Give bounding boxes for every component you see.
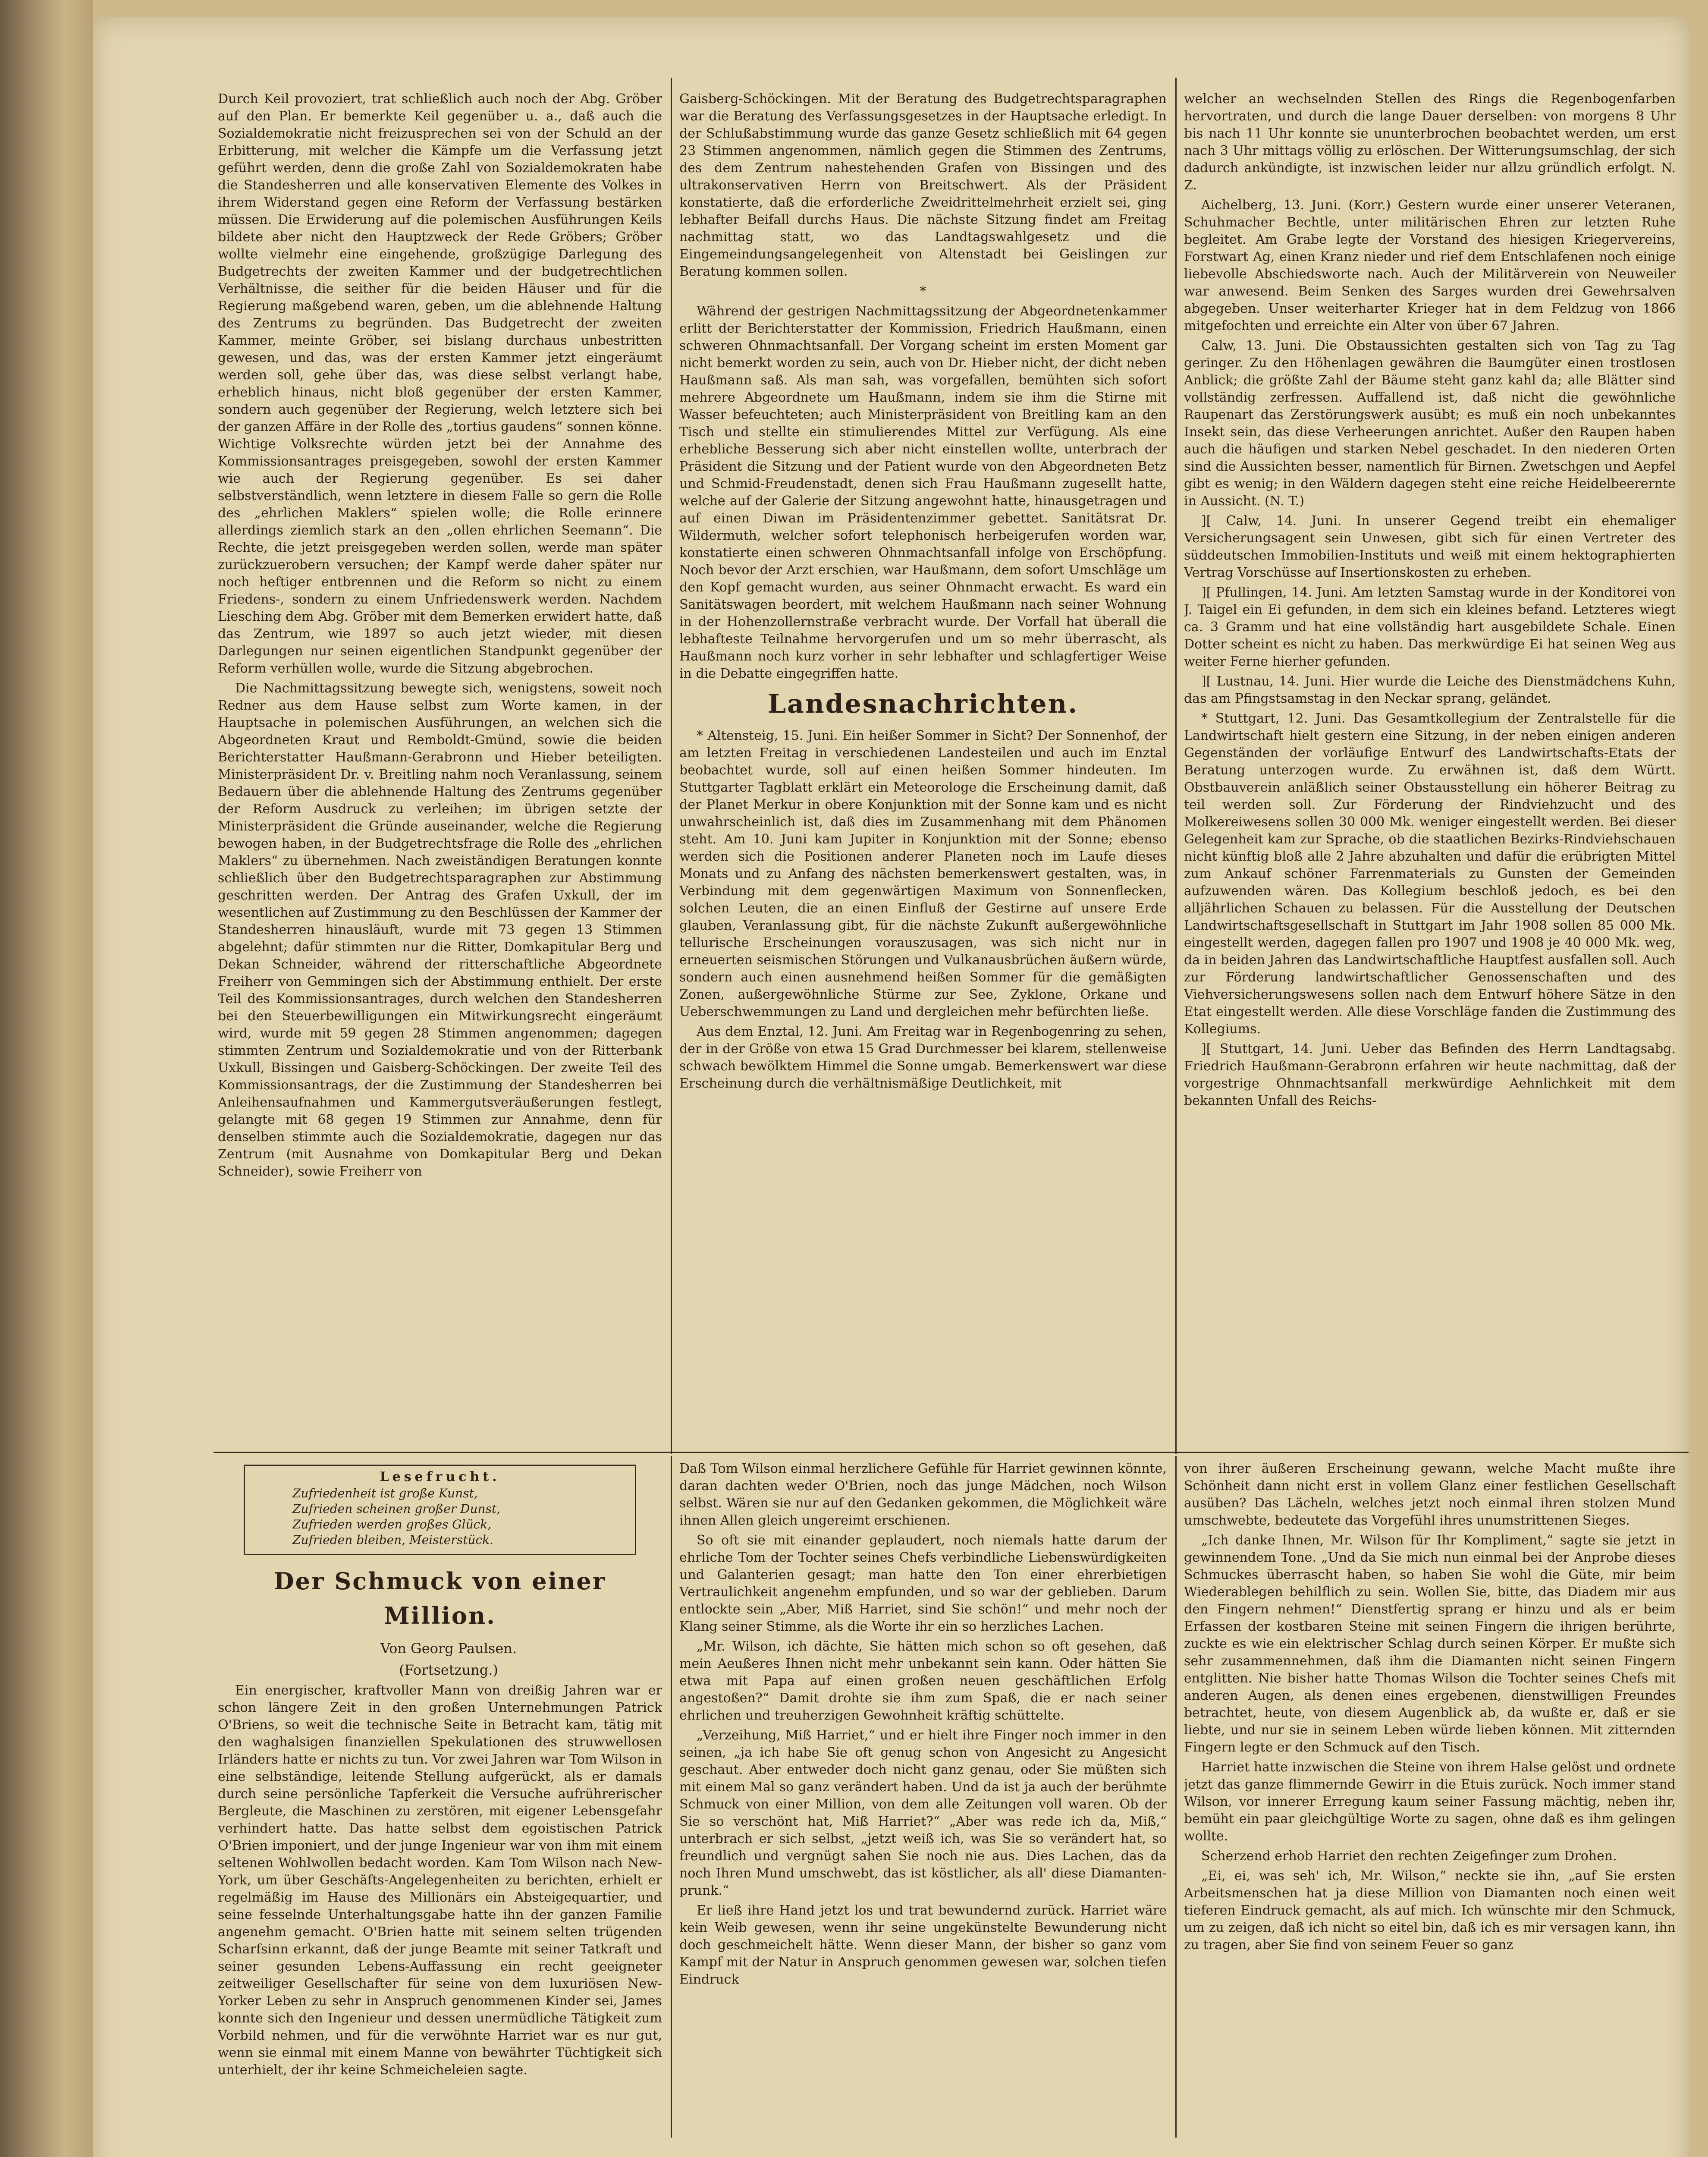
story-title: Der Schmuck von einer Million. [273,1567,606,1629]
paragraph: Durch Keil provoziert, trat schließlich auch noch der Abg. Gröber auf den Plan. Er bemerkte Keil gegenüber u. a., daß auch die Sozialdemokratie nicht freizusprechen sei von der Schuld an der Erbitterung, mit welcher die Kämpfe um die Verfassung jetzt geführt werden, denn die große Zahl von Sozialdemokraten habe die Standesherren und alle konservativen Elemente des Volkes in ihrem Widerstand gegen eine Reform der Verfassung bestärken müssen. Die Erwiderung auf die polemischen Ausführungen Keils bildete aber nicht den Hauptzweck der Rede Gröbers; Gröber wollte vielmehr eine eingehende, großzügige Darlegung des Budgetrechts der zweiten Kammer und der budgetrechtlichen Verhältnisse, die seither für die beiden Häuser und für die Regierung maßgebend waren, geben, um die ablehnende Haltung des Zentrums zu begründen. Das Budgetrecht der zweiten Kammer, meinte Gröber, sei bislang durchaus unbestritten gewesen, und das, was der ersten Kammer jetzt eingeräumt werden soll, gehe über das, was diese selbst verlangt habe, erheblich hinaus, nicht bloß gegenüber der ersten Kammer, sondern auch gegenüber der Regierung, welch letztere sich bei der ganzen Affäre in der Rolle des „tortius gaudens“ sonnen könne. Wichtige Volksrechte würden jetzt bei der Annahme des Kommissionsantrages preisgegeben, sowohl der ersten Kammer wie auch der Regierung gegenüber. Es sei daher selbstverständlich, wenn letztere in diesem Falle so gern die Rolle des „ehrlichen Maklers“ spielen wolle; die Rolle erinnere allerdings ziemlich stark an den „ollen ehrlichen Seemann“. Die Rechte, die jetzt preisgegeben werden sollen, werde man später zurückzuerobern versuchen; der Kampf werde daher später nur noch heftiger entbrennen und die Reform so nicht zu einem Friedens-, sondern zu einem Unfriedenswerk werden. Nachdem Liesching dem Abg. Gröber mit dem Bemerken erwidert hatte, daß das Zentrum, wie 1897 so auch jetzt wieder, mit diesen Darlegungen nur seinen eigentlichen Standpunkt gegenüber der Reform verhüllen wolle, wurde die Sitzung abgebrochen. [218,91,662,676]
verse-line: Zufriedenheit ist große Kunst, [292,1486,478,1500]
paragraph: Harriet hatte inzwischen die Steine von ihrem Halse gelöst und ordnete jetzt das ganze flimmernde Gewirr in die Etuis zurück. Noch immer stand Wilson, vor innerer Erregung kaum seiner Fassung mächtig, neben ihr, bemüht ein paar gleichgültige Worte zu sagen, ohne daß es ihm gelingen wollte. [1184,1760,1676,1844]
feuilleton-column-1 [218,1460,662,2138]
paragraph: ][ Stuttgart, 14. Juni. Ueber das Befinden des Herrn Landtagsabg. Friedrich Haußmann-Gerabronn erfahren wir heute nachmittag, daß der vorgestrige Ohnmachtsanfall merkwürdige Aehnlichkeit mit dem bekannten Unfall des Reichs- [1184,1041,1676,1108]
paragraph: „Mr. Wilson, ich dächte, Sie hätten mich schon so oft gesehen, daß mein Aeußeres Ihnen nicht mehr unbekannt sein kann. Oder hätten Sie etwa mit Papa auf einen großen neuen geschäftlichen Erfolg angestoßen?“ Damit drohte sie ihm zum Spaß, die er nach seiner ehrlichen und treuherzigen Gewohnheit kräftig schüttelte. [679,1639,1167,1723]
paragraph: Scherzend erhob Harriet den rechten Zeigefinger zum Drohen. [1201,1849,1617,1864]
paragraph: „Ei, ei, was seh' ich, Mr. Wilson,“ neckte sie ihn, „auf Sie ersten Arbeitsmenschen hat ja diese Million von Diamanten noch einen weit tieferen Eindruck gemacht, als auf mich. Ich wünschte mir den Schmuck, um zu zeigen, daß ich nicht so eitel bin, daß ich es mir versagen kann, ihn zu tragen, aber Sie find von seinem Feuer so ganz [1184,1868,1676,1953]
paragraph: Er ließ ihre Hand jetzt los und trat bewundernd zurück. Harriet wäre kein Weib gewesen, wenn ihr seine ungekünstelte Bewunderung nicht doch geschmeichelt hätte. Wenn dieser Mann, der bisher so ganz vom Kampf mit der Natur in Anspruch genommen gewesen war, solchen tiefen Eindruck [679,1903,1167,1987]
column-rule-2 [1175,78,1177,1454]
paragraph: Ein energischer, kraftvoller Mann von dreißig Jahren war er schon längere Zeit in den großen Unternehmungen Patrick O'Briens, so weit die technische Seite in Betracht kam, tätig mit den waghalsigen finanziellen Spekulationen des struwwellosen Irländers hatte er nichts zu tun. Vor zwei Jahren war Tom Wilson in eine selbständige, leitende Stellung aufgerückt, als er damals durch seine persönliche Tapferkeit die Versuche aufrührerischer Bergleute, die Maschinen zu zerstören, mit eigener Lebensgefahr verhindert hatte. Das hatte selbst dem egoistischen Patrick O'Brien imponiert, und der junge Ingenieur war von ihm mit einem seltenen Wohlwollen bedacht worden. Kam Tom Wilson nach New-York, um über Geschäfts-Angelegenheiten zu berichten, erhielt er regelmäßig im Hause des Millionärs ein Absteigequartier, und seine fesselnde Unterhaltungsgabe hatte ihn der ganzen Familie angenehm gemacht. O'Brien hatte mit seinem selten trügenden Scharfsinn erkannt, daß der junge Beamte mit seiner Tatkraft und seiner gesunden Lebens-Auffassung ein recht geeigneter zeitweiliger Gesellschafter für seine von dem luxuriösen New-Yorker Leben zu sehr in Anspruch genommenen Kinder sei, James konnte sich den Ingenieur und dessen unermüdliche Tätigkeit zum Vorbild nehmen, und für die verwöhnte Harriet war es nur gut, wenn sie einmal mit einem Manne von bewährter Tüchtigkeit sich unterhielt, der ihr keine Schmeicheleien sagte. [218,1683,662,2078]
paragraph: ][ Lustnau, 14. Juni. Hier wurde die Leiche des Dienstmädchens Kuhn, das am Pfingstsamstag in den Neckar sprang, geländet. [1184,674,1676,706]
feuilleton-rule [214,1452,1689,1453]
paragraph: von ihrer äußeren Erscheinung gewann, welche Macht mußte ihre Schönheit dann nicht erst in vollem Glanz einer festlichen Gesellschaft ausüben? Das Lächeln, welches jetzt noch einmal ihren stolzen Mund umschwebte, bedeutete das Vorgefühl ihres unumstrittenen Sieges. [1184,1461,1676,1528]
paragraph: So oft sie mit einander geplaudert, noch niemals hatte darum der ehrliche Tom der Tochter seines Chefs verbindliche Liebenswürdigkeiten und Galanterien gesagt; man hatte den Ton einer ehrerbietigen Vertraulichkeit angenehm empfunden, und so war der geblieben. Darum entlockte sein „Aber, Miß Harriet, sind Sie schön!“ und mehr noch der Klang seiner Stimme, als die Worte ihr ein so herzliches Lachen. [679,1533,1167,1634]
paragraph: Die Nachmittagssitzung bewegte sich, wenigstens, soweit noch Redner aus dem Hause selbst zum Worte kamen, in der Hauptsache in polemischen Ausführungen, an welchen sich die Abgeordneten Kraut und Remboldt-Gmünd, sowie die beiden Berichterstatter Haußmann-Gerabronn und Hieber beteiligten. Ministerpräsident Dr. v. Breitling nahm noch Veranlassung, seinem Bedauern über die ablehnende Haltung des Zentrums gegenüber der Reform Ausdruck zu verleihen; im übrigen setzte der Ministerpräsident die Gründe auseinander, welche die Regierung bewogen haben, in der Budgetrechtsfrage die Rolle des „ehrlichen Maklers“ zu übernehmen. Nach zweiständigen Beratungen konnte schließlich über den Budgetrechtsparagraphen zur Abstimmung geschritten werden. Der Antrag des Grafen Uxkull, der im wesentlichen auf Zustimmung zu den Beschlüssen der Kammer der Standesherren hinausläuft, wurde mit 73 gegen 13 Stimmen abgelehnt; dafür stimmten nur die Ritter, Domkapitular Berg und Dekan Schneider, während der ritterschaftliche Abgeordnete Freiherr von Gemmingen sich der Abstimmung enthielt. Der erste Teil des Kommissionsantrages, durch welchen den Standesherren bei den Steuerbewilligungen ein Mitwirkungsrecht eingeräumt wird, wurde mit 59 gegen 28 Stimmen angenommen; dagegen stimmten Zentrum und Sozialdemokratie und von der Ritterbank Uxkull, Bissingen und Gaisberg-Schöckingen. Der zweite Teil des Kommissionsantrags, der die Zustimmung der Standesherren bei Anleihensaufnahmen und Kammergutsveräußerungen festlegt, gelangte mit 68 gegen 19 Stimmen zur Annahme, denn für denselben stimmte auch die Sozialdemokratie, dagegen nur das Zentrum (mit Ausnahme von Domkapitular Berg und Dekan Schneider), sowie Freiherr von [218,681,662,1179]
paragraph: Calw, 13. Juni. Die Obstaussichten gestalten sich von Tag zu Tag geringer. Zu den Höhenlagen gewähren die Baumgüter einen trostlosen Anblick; die größte Zahl der Bäume steht ganz kahl da; alle Blätter sind vollständig zerfressen. Auffallend ist, daß nicht die gewöhnliche Raupenart das Zerstörungswerk ausübt; es muß ein noch unbekanntes Insekt sein, das diese Verheerungen anrichtet. Außer den Raupen haben auch die häufigen und starken Nebel geschadet. In den niederen Orten sind die Aussichten besser, namentlich für Birnen. Zwetschgen und Aepfel gibt es wenig; in den Wäldern dagegen steht eine reiche Heidelbeerernte in Aussicht. (N. T.) [1184,338,1676,509]
verse-line: Zufrieden werden großes Glück, [292,1517,492,1531]
book-spine [0,0,93,2157]
separator-asterisk: * [920,284,926,299]
column-rule-4 [1175,1456,1177,2138]
paragraph: „Ich danke Ihnen, Mr. Wilson für Ihr Kompliment,“ sagte sie jetzt in gewinnendem Tone. „Und da Sie mich nun einmal bei der Anprobe dieses Schmuckes überrascht haben, so haben Sie wohl die Güte, mir beim Wiederablegen behilflich zu sein. Wollen Sie, bitte, das Diadem mir aus den Fingern nehmen!“ Dienstfertig sprang er hinzu und als er beim Erfassen der kostbaren Steine mit seinen Fingern die ihrigen berührte, zuckte es wie ein elektrischer Schlag durch seinen Körper. Er mußte sich sehr zusammennehmen, daß ihm die Diamanten nicht seinen Fingern entglitten. Nie bisher hatte Thomas Wilson die Tochter seines Chefs mit anderen Augen, als denen eines ergebenen, dienstwilligen Freundes betrachtet, heute, von diesem Augenblick ab, da wußte er, daß er sie liebte, und nur sie in seinem Leben würde lieben können. Mit zitternden Fingern legte er den Schmuck auf den Tisch. [1184,1533,1676,1755]
paragraph: Während der gestrigen Nachmittagssitzung der Abgeordnetenkammer erlitt der Berichterstatter der Kommission, Friedrich Haußmann, einen schweren Ohnmachtsanfall. Der Vorgang scheint im ersten Moment gar nicht bemerkt worden zu sein, auch von Dr. Hieber nicht, der dicht neben Haußmann saß. Als man sah, was vorgefallen, bemühten sich sofort mehrere Abgeordnete um Haußmann, indem sie ihm die Stirne mit Wasser befeuchteten; auch Ministerpräsident von Breitling kam an den Tisch und stellte ein stimulierendes Mittel zur Verfügung. Als eine erhebliche Besserung sich aber nicht einstellen wollte, unterbrach der Präsident die Sitzung und der Patient wurde von den Abgeordneten Betz und Schmid-Freudenstadt, denen sich Frau Haußmann zugesellt hatte, welche auf der Galerie der Sitzung angewohnt hatte, hinausgetragen und auf einen Diwan im Präsidentenzimmer gebettet. Sanitätsrat Dr. Wildermuth, welcher sofort telephonisch herbeigerufen worden war, konstatierte einen schweren Ohnmachtsanfall infolge von Erschöpfung. Noch bevor der Arzt erschien, war Haußmann, dem sofort Umschläge um den Kopf gemacht wurden, aus seiner Ohnmacht erwacht. Es ward ein Sanitätswagen beordert, mit welchem Haußmann nach seiner Wohnung in der Hohenzollernstraße verbracht wurde. Der Vorfall hat überall die lebhafteste Teilnahme hervorgerufen und um so mehr überrascht, als Haußmann noch kurz vorher in sehr lebhafter und schlagfertiger Weise in die Debatte eingegriffen hatte. [679,304,1167,681]
paragraph: welcher an wechselnden Stellen des Rings die Regenbogenfarben hervortraten, und durch die lange Dauer derselben: von morgens 8 Uhr bis nach 11 Uhr konnte sie ununterbrochen beobachtet werden, um erst nach 3 Uhr mittags völlig zu erlöschen. Der Witterungsumschlag, der sich dadurch ankündigte, ist inzwischen leider nur allzu gründlich erfolgt. N. Z. [1184,91,1676,193]
story-author: Von Georg Paulsen. [380,1640,517,1657]
paragraph: ][ Calw, 14. Juni. In unserer Gegend treibt ein ehemaliger Versicherungsagent sein Unwesen, gibt sich für einen Vertreter des süddeutschen Immobilien-Instituts und weiß mit einem hektographierten Vertrag Vorschüsse auf Insertionskosten zu erheben. [1184,513,1676,580]
verse-box [244,1465,636,1555]
column-rule-1 [671,78,672,1454]
paragraph: ][ Pfullingen, 14. Juni. Am letzten Samstag wurde in der Konditorei von J. Taigel ein Ei gefunden, in dem sich ein kleines befand. Letzteres wiegt ca. 3 Gramm und hat eine vollständig hart ausgebildete Schale. Einen Dotter scheint es nicht zu haben. Das merkwürdige Ei hat seinen Weg aus weiter Ferne hierher gefunden. [1184,585,1676,669]
paragraph: * Altensteig, 15. Juni. Ein heißer Sommer in Sicht? Der Sonnenhof, der am letzten Freitag in verschiedenen Landesteilen und auch im Enztal beobachtet wurde, soll auf einen heißen Sommer hindeuten. Im Stuttgarter Tagblatt erklärt ein Meteorologe die Erscheinung damit, daß der Planet Merkur in obere Konjunktion mit der Sonne kam und es nicht unwahrscheinlich ist, daß dies im Zusammenhang mit dem Phänomen steht. Am 10. Juni kam Jupiter in Konjunktion mit der Sonne; ebenso werden sich die Positionen anderer Planeten noch im Laufe dieses Monats und zu Anfang des nächsten bemerkenswert gestalten, was, in Verbindung mit dem gegenwärtigen Maximum von Sonnenflecken, solchen Leuten, die an einen Einfluß der Gestirne auf unsere Erde glauben, Veranlassung gibt, für die nächste Zukunft außergewöhnliche tellurische Erscheinungen vorauszusagen, was sich nicht nur in erneuerten seismischen Störungen und Vulkanausbrüchen äußern würde, sondern auch einen ausnehmend heißen Sommer für die gemäßigten Zonen, außergewöhnliche Stürme zur See, Zyklone, Orkane und Ueberschwemmungen zu Land und dergleichen mehr befürchten ließe. [679,728,1167,1019]
feuilleton-column-2 [679,1460,1167,2138]
paragraph: Aus dem Enztal, 12. Juni. Am Freitag war in Regenbogenring zu sehen, der in der Größe von etwa 15 Grad Durchmesser bei klarem, stellenweise schwach bewölktem Himmel die Sonne umgab. Bemerkenswert war diese Erscheinung durch die verhältnismäßige Deutlichkeit, mit [679,1024,1167,1091]
verse-line: Zufrieden bleiben, Meisterstück. [292,1533,493,1547]
feuilleton-column-3 [1184,1460,1676,2138]
paragraph: Aichelberg, 13. Juni. (Korr.) Gestern wurde einer unserer Veteranen, Schuhmacher Bechtle, unter militärischen Ehren zur letzten Ruhe begleitet. Am Grabe legte der Vorstand des hiesigen Kriegervereins, Forstwart Ag, einen Kranz nieder und rief dem Entschlafenen noch einige liebevolle Abschiedsworte nach. Auch der Militärverein von Neuweiler war anwesend. Beim Senken des Sarges wurden drei Gewehrsalven abgegeben. Unser weiterharter Krieger hat in dem Feldzug von 1866 mitgefochten und erreichte ein Alter von über 67 Jahren. [1184,198,1676,333]
section-heading-landesnachrichten: Landesnachrichten. [767,689,1079,719]
news-column-1 [218,91,662,1450]
story-note: (Fortsetzung.) [399,1662,498,1678]
paragraph: * Stuttgart, 12. Juni. Das Gesamtkollegium der Zentralstelle für die Landwirtschaft hielt gestern eine Sitzung, in der neben einigen anderen Gegenständen der vorläufige Entwurf des Landwirtschafts-Etats der Beratung unterzogen wurde. Zu erwähnen ist, daß dem Württ. Obstbauverein anläßlich seiner Obstausstellung ein höherer Beitrag zu teil werden soll. Zur Förderung der Rindviehzucht und des Molkereiwesens sollen 30 000 Mk. weniger eingestellt werden. Bei dieser Gelegenheit kam zur Sprache, ob die staatlichen Bezirks-Rindviehschauen nicht künftig bloß alle 2 Jahre abzuhalten und dafür die erübrigten Mittel zum Ankauf schöner Farrenmaterials zu Gunsten der Gemeinden aufzuwenden wären. Das Kollegium beschloß jedoch, es bei den alljährlichen Schauen zu belassen. Für die Ausstellung der Deutschen Landwirtschaftsgesellschaft in Stuttgart im Jahr 1908 sollen 85 000 Mk. eingestellt werden, dagegen fallen pro 1907 und 1908 je 40 000 Mk. weg, da in beiden Jahren das Landwirtschaftliche Hauptfest ausfallen soll. Auch zur Förderung landwirtschaftlicher Genossenschaften und des Viehversicherungswesens sollen nach dem Entwurf höhere Sätze in den Etat eingestellt werden. Alle diese Vorschläge fanden die Zustimmung des Kollegiums. [1184,711,1676,1037]
paragraph: Daß Tom Wilson einmal herzlichere Gefühle für Harriet gewinnen könnte, daran dachten weder O'Brien, noch das junge Mädchen, noch Wilson selbst. Wären sie nur auf den Gedanken gekommen, die Möglichkeit wäre ihnen Allen gleich ungereimt erschienen. [679,1461,1167,1528]
paragraph: Gaisberg-Schöckingen. Mit der Beratung des Budgetrechtsparagraphen war die Beratung des Verfassungsgesetzes in der Hauptsache erledigt. In der Schlußabstimmung wurde das ganze Gesetz schließlich mit 64 gegen 23 Stimmen angenommen, nämlich gegen die Stimmen des Zentrums, des dem Zentrum nahestehenden Grafen von Bissingen und des ultrakonservativen Herrn von Breitschwert. Als der Präsident konstatierte, daß die erforderliche Zweidrittelmehrheit erzielt sei, ging lebhafter Beifall durchs Haus. Die nächste Sitzung findet am Freitag nachmittag statt, wo das Landtagswahlgesetz und die Eingemeindungsangelegenheit von Altenstadt bei Geislingen zur Beratung kommen sollen. [679,91,1167,279]
news-column-2 [679,91,1167,1450]
news-column-3 [1184,91,1676,1450]
verse-title: Lesefrucht. [380,1469,500,1484]
paragraph: „Verzeihung, Miß Harriet,“ und er hielt ihre Finger noch immer in den seinen, „ja ich habe Sie oft genug schon von Angesicht zu Angesicht geschaut. Aber entweder doch nicht ganz genau, oder Sie müßten sich mit einem Mal so ganz verändert haben. Und da ist ja auch der berühmte Schmuck von einer Million, von dem alle Zeitungen voll waren. Ob der Sie so verschönt hat, Miß Harriet?“ „Aber was rede ich da, Miß,“ unterbrach er sich selbst, „jetzt weiß ich, was Sie so verändert hat, so freundlich und vergnügt sahen Sie noch nie aus. Dies Lachen, das da noch Ihren Mund umschwebt, das ist köstlicher, als all' diese Diamanten-prunk.“ [679,1728,1167,1898]
verse-line: Zufrieden scheinen großer Dunst, [292,1502,501,1516]
newspaper-page [93,17,1689,2157]
column-rule-3 [671,1456,672,2138]
